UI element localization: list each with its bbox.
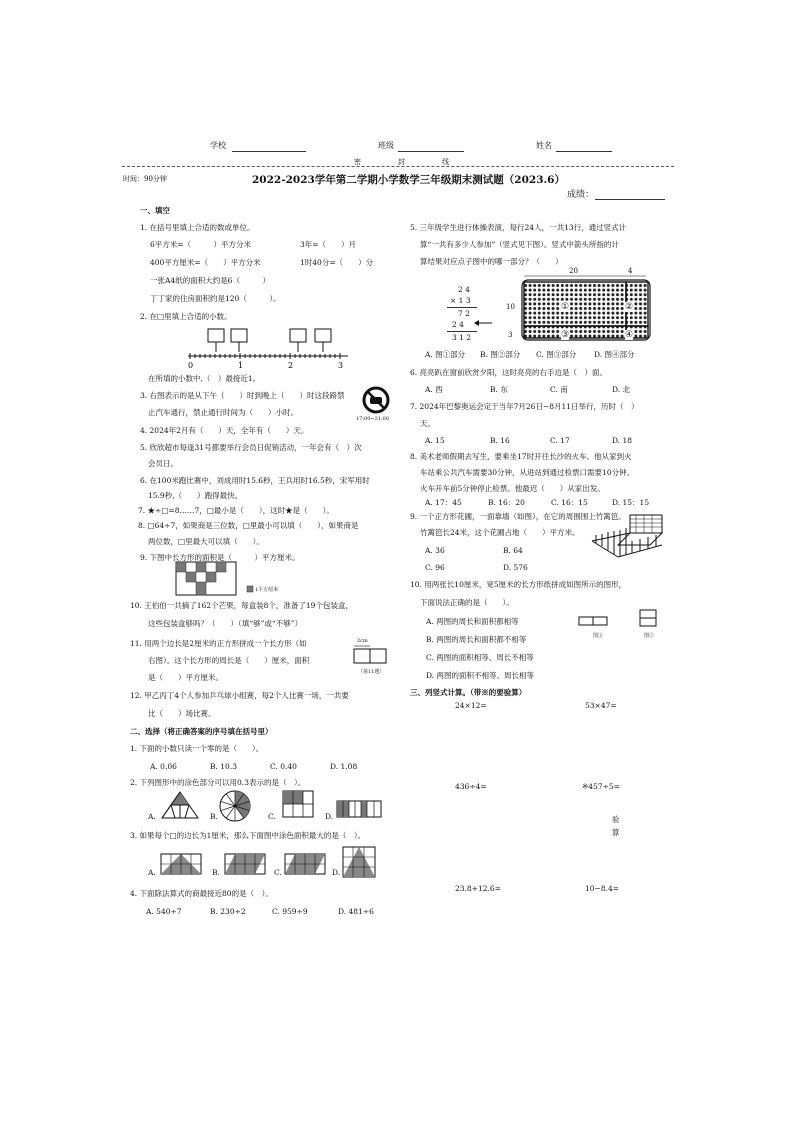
tick-label: 3 [338,361,344,370]
shaded-grid-d [342,846,376,878]
class-label: 班级 [378,141,394,150]
q2-8-text: 火车开车前5分钟停止检票。他最迟（ ）从家出发。 [420,484,605,493]
triangle-figure [160,790,200,820]
q2-9-text: 竹篱笆长24米，这个花圃占地（ ）平方米。 [420,528,580,537]
option[interactable]: A. 0.06 [150,762,177,771]
option[interactable]: B. 16 [490,436,510,445]
q2-7-text: 7. 2024年巴黎奥运会定于当年7月26日~8月11日举行，历时（ ） [410,402,639,411]
option[interactable]: B. 16：20 [488,498,525,507]
circle-figure [218,789,252,823]
area-grid-figure [176,562,238,597]
no-car-sign-icon [362,386,390,414]
option[interactable]: C. 图③部分 [536,350,577,359]
q2-1-text: 1. 下面的小数只读一个零的是（ ）。 [130,744,264,753]
q2-3-text: 3. 如果每个□的边长为1厘米，那么下面图中涂色面积最大的是（ ）。 [130,831,366,840]
unit-legend: 1平方厘米 [255,587,279,593]
q1-11-text: 11. 用两个边长是2厘米的正方形拼成一个长方形（如 [130,639,307,648]
q1-1-line: 丁丁家的住房面积约是120（ ）。 [150,294,281,303]
option[interactable]: D. 18 [612,436,633,445]
calc-problem: 436÷4= [455,782,487,791]
section2-title: 二、选择（将正确答案的序号填在括号里） [130,727,273,736]
q1-11-text: 是（ ）平方厘米。 [148,673,223,682]
q1-12-text: 比（ ）场比赛。 [148,709,216,718]
option[interactable]: B. [210,812,218,821]
option[interactable]: C. 16：15 [551,498,588,507]
option[interactable]: C. 17 [550,436,570,445]
calc-line: 7 2 [458,309,470,318]
q1-5-text: 会员日。 [148,459,178,468]
option[interactable]: D. 481÷6 [338,907,374,916]
option[interactable]: A. [148,868,156,877]
option[interactable]: D. 北 [612,385,631,394]
q2-10-text: 下面说法正确的是（ ）。 [420,598,514,607]
q1-2-after: 在所填的小数中,（ ）最接近1。 [148,374,261,383]
option[interactable]: B. 两图的周长和面积都不相等 [426,635,527,644]
calc-problem: 24×12= [455,701,487,710]
option[interactable]: B. 图②部分 [480,350,521,359]
q2-6-text: 6. 亮亮趴在窗前欣赏夕阳，这时亮亮的右手边是（ ）面。 [410,368,608,377]
q2-5-text: 5. 三年级学生进行体操表演，每行24人，一共13行，通过竖式计 [410,223,627,232]
fence-garden-figure [590,513,666,563]
number-line-box[interactable] [208,329,224,342]
calc-problem: 53×47= [585,701,617,710]
option[interactable]: A. 图①部分 [425,350,466,359]
option[interactable]: D. 1.08 [330,762,358,771]
school-blank[interactable] [232,151,306,152]
q1-6-text: 15.9秒,（ ）跑得最快。 [148,491,243,500]
q2-8-text: 车站乘公共汽车需要30分钟，从进站到通过检票口需要10分钟。 [420,468,635,477]
section3-title: 三、列竖式计算。（带※的要验算） [410,688,527,697]
option[interactable]: C. 两图的面积相等、周长不相等 [426,653,534,662]
dim-label: 3 [508,331,513,339]
option[interactable]: A. [148,812,156,821]
calc-rule [447,307,477,308]
tick-label: 0 [188,361,194,370]
calc-line: 2 4 [458,285,470,294]
calc-line: × 1 3 [450,296,471,305]
grid-figure-d [336,800,382,818]
option[interactable]: A. 36 [425,546,445,555]
exam-time: 时间：90分钟 [123,175,167,183]
shaded-grid-b [224,853,266,875]
q1-9-text: 9. 下图中长方形的面积是（ ）平方厘米。 [140,553,300,562]
rect-figure-1 [578,614,608,630]
seal-char: 密 [354,158,361,166]
calc-problem: ※457÷5= [582,782,620,791]
class-blank[interactable] [398,151,464,152]
calc-line: 3 1 2 [452,333,472,342]
q1-1-line: 400平方厘米=（ ）平方分米 [150,258,261,267]
q1-1-line: 一张A4纸的面积大约是6（ ） [150,276,270,285]
option[interactable]: D. 15：15 [612,498,650,507]
tick-label: 1 [238,361,244,370]
q11-dimension: 2cm [357,638,368,644]
number-line-box[interactable] [231,329,247,342]
q1-6-text: 6. 在100米跑比赛中，刘成用时15.6秒，王兵用时16.5秒，宋军用时 [140,476,370,485]
shaded-grid-a [160,853,202,875]
rect-figure-2 [638,608,658,630]
option[interactable]: A. 15 [425,436,445,445]
region-label: ② [625,302,634,312]
two-squares-figure [354,645,388,665]
q1-8-text: 8. □64÷7，如果商是三位数，□里最小可以填（ ），如果商是 [138,521,359,530]
sign-time: 17:00~21:00 [356,416,390,422]
option[interactable]: B. 东 [490,385,508,394]
calc-rule [447,331,477,332]
arrow-icon [474,318,494,328]
option[interactable]: C. 南 [550,385,568,394]
q1-12-text: 12. 甲乙丙丁4个人参加乒乓球小组赛，每2个人比赛一场，一共要 [130,691,349,700]
number-line-box[interactable] [315,329,331,342]
q1-4-text: 4. 2024年2月有（ ）天，全年有（ ）天。 [140,426,309,435]
name-label: 姓名 [536,141,552,150]
unit-square-icon [247,586,253,592]
option[interactable]: C. [274,868,282,877]
option[interactable]: C. 0.40 [270,762,297,771]
q2-2-text: 2. 下列图形中的涂色部分可以用0.3表示的是（ ）。 [130,778,306,787]
q1-8-text: 两位数，□里最大可以填（ ）。 [148,537,264,546]
option[interactable]: C. [268,812,276,821]
dim-label: 10 [506,303,515,311]
dim-label: 20 [569,267,578,275]
q2-7-text: 天。 [420,419,435,428]
q2-8-text: 8. 美术老师假期去写生，要乘坐17时开往长沙的火车。他从家到火 [410,452,632,461]
verify-label: 验 [612,815,620,824]
q1-10-text: 10. 王伯伯一共摘了162个芒果，每盒装8个，准备了19个包装盒， [130,601,353,610]
verify-label: 算 [612,828,620,837]
number-line-figure [180,326,355,370]
shaded-grid-c [284,853,326,875]
q1-3-text: 3. 右图表示的是从下午（ ）时到晚上（ ）时这段路禁 [140,391,345,400]
option[interactable]: B. [212,868,220,877]
option[interactable]: D. 两图的面积不相等、周长相等 [426,671,535,680]
section1-title: 一、填空 [140,206,170,215]
q2-9-text: 9. 一个正方形花圃，一面靠墙（如图），在它的周围围上竹篱笆。 [410,512,626,521]
q1-1-text: 1. 在括号里填上合适的数或单位。 [140,223,255,232]
calc-problem: 10−8.4= [585,884,620,893]
q1-2-text: 2. 在□里填上合适的小数。 [140,312,232,321]
option[interactable]: D. 576 [503,563,528,572]
seal-char: 封 [398,158,405,166]
q11-caption: （第11题） [358,669,385,675]
name-blank[interactable] [556,151,612,152]
page-title: 2022-2023学年第二学期小学数学三年级期末测试题（2023.6） [252,174,565,186]
option[interactable]: D. 图④部分 [594,350,635,359]
q1-5-text: 5. 欣欣超市每逢31号都要举行会员日促销活动，一年会有（ ）次 [140,443,362,452]
option[interactable]: B. 230÷2 [210,907,246,916]
option[interactable]: B. 10.3 [210,762,237,771]
fig-label: 图① [593,633,604,639]
option[interactable]: C. 96 [425,563,445,572]
option[interactable]: D. [332,868,341,877]
q2-5-text: 算结果对应点子图中的哪一部分？（ ） [420,257,563,266]
dim-label: 4 [628,267,633,275]
region-label: ③ [561,330,570,340]
option[interactable]: A. 两图的周长和面积都相等 [426,617,519,626]
q1-1-line: 3年=（ ）月 [300,240,357,249]
q2-10-text: 10. 用两张长10厘米，宽5厘米的长方形纸拼成如图所示的图形， [410,580,627,589]
score-label: 成绩： [567,190,595,200]
region-label: ① [561,302,570,312]
q1-7-text: 7. ★÷□=8……7，□最小是（ ），这时★是（ ）。 [138,506,334,515]
fig-label: 图② [644,633,655,639]
option[interactable]: B. 64 [503,546,523,555]
option[interactable]: A. 西 [425,385,443,394]
option[interactable]: A. 540÷7 [146,907,182,916]
q1-3-text: 止汽车通行，禁止通行时间为（ ）小时。 [148,408,298,417]
number-line-box[interactable] [290,329,306,342]
score-blank[interactable] [595,199,665,200]
dot-array-figure [514,274,656,344]
q2-5-text: 算“一共有多少人参加”（竖式见下图）。竖式中箭头所指的计 [420,240,619,249]
q1-10-text: 这些包装盒够吗？（ ）（填“够”或“不够”） [148,619,303,628]
grid-figure-c [282,790,314,818]
calc-line: 2 4 [452,320,464,329]
q1-1-line: 1时40分=（ ）分 [300,258,374,267]
option[interactable]: D. [325,812,334,821]
calc-problem: 23.8+12.6= [455,884,501,893]
q2-4-text: 4. 下面除法算式的商最接近80的是（ ）。 [130,889,273,898]
option[interactable]: A. 17：45 [425,498,462,507]
q1-11-text: 右图）。这个长方形的周长是（ ）厘米，面积 [148,656,310,665]
seal-char: 线 [442,158,449,166]
q1-1-line: 6平方米=（ ）平方分米 [150,240,252,249]
region-label: ④ [625,330,634,340]
school-label: 学校 [210,141,226,150]
tick-label: 2 [288,361,294,370]
option[interactable]: C. 959÷9 [272,907,308,916]
